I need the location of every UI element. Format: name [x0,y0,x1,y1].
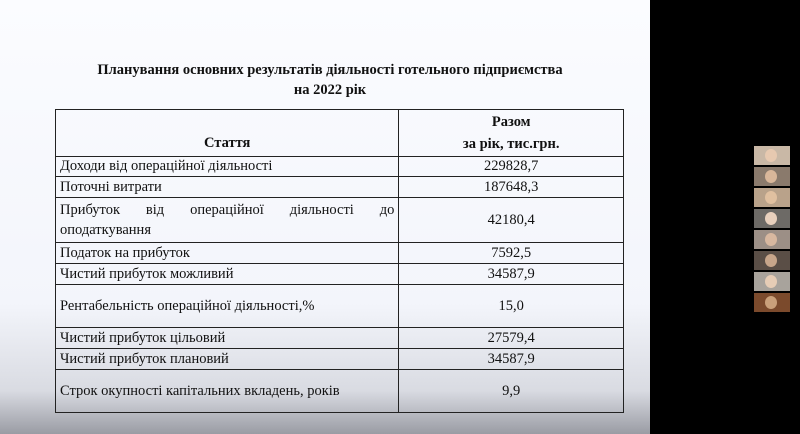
row-label: Строк окупності капітальних вкладень, років [56,370,399,413]
table-row [56,157,624,177]
row-label: Прибуток від операційної діяльності до оподаткування [56,198,399,243]
row-label: Чистий прибуток можливий [56,264,399,285]
table-header-row [56,110,624,157]
participant-video-participant-8[interactable] [754,293,790,312]
slide-title-line1: Планування основних результатів діяльності готельного підприємства [97,62,563,78]
header-label: Стаття [56,110,399,157]
row-label: Податок на прибуток [56,243,399,264]
table-row [56,177,624,198]
header-value-line1: Разом [491,114,531,130]
participant-thumbnails [754,146,790,314]
header-value-line2: за рік, тис.грн. [462,136,560,152]
results-table [55,109,624,413]
table-row [56,264,624,285]
slide-title-line2: на 2022 рік [293,82,367,98]
table-row [56,243,624,264]
row-value: 187648,3 [399,177,624,198]
row-label: Рентабельність операційної діяльності,% [56,285,399,328]
row-value: 9,9 [399,370,624,413]
slide-title [40,60,620,100]
participant-video-participant-2[interactable] [754,167,790,186]
participant-video-participant-3[interactable] [754,188,790,207]
row-value: 34587,9 [399,264,624,285]
participant-face [765,149,777,162]
participant-face [765,275,777,288]
row-label: Доходи від операційної діяльності [56,157,399,177]
participant-video-participant-7[interactable] [754,272,790,291]
row-label: Поточні витрати [56,177,399,198]
table-row [56,198,624,243]
participant-video-participant-5[interactable] [754,230,790,249]
participant-face [765,170,777,183]
row-value: 7592,5 [399,243,624,264]
row-value: 34587,9 [399,349,624,370]
participant-video-participant-1[interactable] [754,146,790,165]
table-row [56,370,624,413]
row-value: 42180,4 [399,198,624,243]
table-row [56,328,624,349]
participant-video-participant-6[interactable] [754,251,790,270]
table-row [56,285,624,328]
row-value: 229828,7 [399,157,624,177]
row-value: 27579,4 [399,328,624,349]
row-value: 15,0 [399,285,624,328]
participant-face [765,296,777,309]
participant-face [765,212,777,225]
participant-face [765,254,777,267]
header-value [399,110,624,157]
participant-video-participant-4[interactable] [754,209,790,228]
row-label: Чистий прибуток плановий [56,349,399,370]
participant-face [765,191,777,204]
table-row [56,349,624,370]
row-label: Чистий прибуток цільовий [56,328,399,349]
participant-face [765,233,777,246]
